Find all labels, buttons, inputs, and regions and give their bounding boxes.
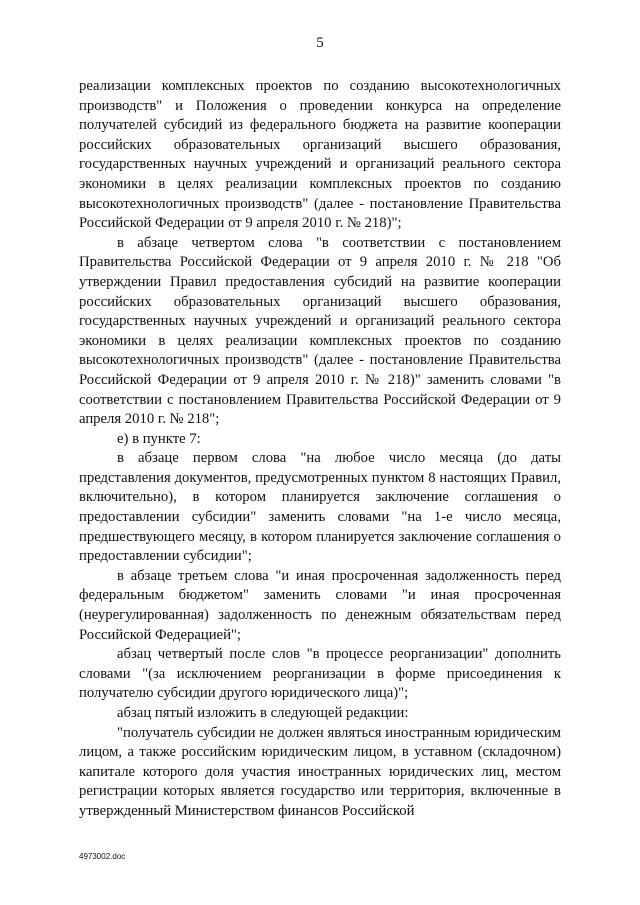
paragraph-6: абзац четвертый после слов "в процессе реорганизации" дополнить словами "(за исключением реорганизации в форме присоединения к получателю субсидии другого юридического лица)"; xyxy=(79,646,561,702)
paragraph-3: е) в пункте 7: xyxy=(117,430,201,447)
paragraph-5: в абзаце третьем слова "и иная просроченная задолженность перед федеральным бюджетом" заменить словами "и иная просроченная (неурегулированная) задолженность по денежным обязательствам перед Российской Федерацией"; xyxy=(79,567,561,643)
paragraph-2: в абзаце четвертом слова "в соответствии с постановлением Правительства Российской Федерации от 9 апреля 2010 г. № 218 "Об утверждении Правил предоставления субсидий на развитие кооперации российских образовательных организаций высшего образования, государственных научных учреждений и организаций реального сектора экономики в целях реализации комплексных проектов по созданию высокотехнологичных производств" (далее - постановление Правительства Российской Федерации от 9 апреля 2010 г. № 218)" заменить словами "в соответствии с постановлением Правительства Российской Федерации от 9 апреля 2010 г. № 218"; xyxy=(79,234,561,428)
page-number: 5 xyxy=(316,35,324,51)
paragraph-4: в абзаце первом слова "на любое число месяца (до даты представления документов, предусмотренных пунктом 8 настоящих Правил, включительно), в котором планируется заключение соглашения о предоставлении субсидии" заменить словами "на 1-е число месяца, предшествующего месяцу, в котором планируется заключение соглашения о предоставлении субсидии"; xyxy=(79,450,561,565)
document-body xyxy=(79,77,561,822)
paragraph-8: "получатель субсидии не должен являться иностранным юридическим лицом, а также российским юридическим лицом, в уставном (складочном) капитале которого доля участия иностранных юридических лиц, местом регистрации которых является государство или территория, включенные в утвержденный Министерством финансов Российской xyxy=(79,724,561,819)
paragraph-1: реализации комплексных проектов по созданию высокотехнологичных производств" и Положения о проведении конкурса на определение получателей субсидий из федерального бюджета на развитие кооперации российских образовательных организаций высшего образования, государственных научных учреждений и организаций реального сектора экономики в целях реализации комплексных проектов по созданию высокотехнологичных производств" (далее - постановление Правительства Российской Федерации от 9 апреля 2010 г. № 218)"; xyxy=(79,78,561,232)
paragraph-7: абзац пятый изложить в следующей редакции: xyxy=(117,705,409,721)
footer-filename: 4973002.doc xyxy=(79,852,126,861)
